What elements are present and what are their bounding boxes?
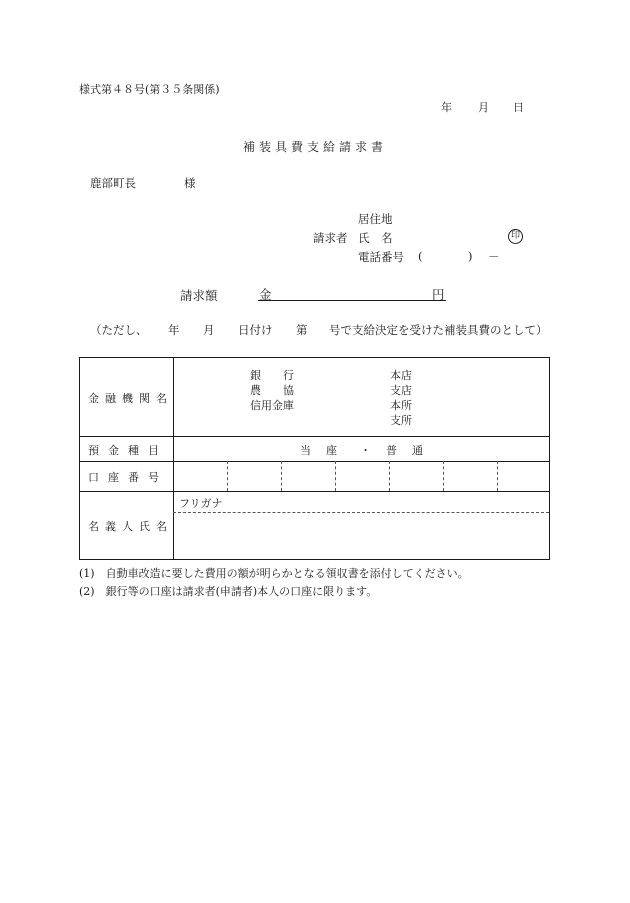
honorific: 様 bbox=[184, 176, 196, 190]
deposit-type-separator: ・ bbox=[360, 444, 371, 457]
amount-unit: 円 bbox=[432, 287, 445, 302]
footnote-1: (1) 自動車改造に要した費用の額が明らかとなる領収書を添付してください。 bbox=[79, 567, 469, 580]
note-dai: 第 bbox=[296, 323, 308, 337]
table-divider bbox=[80, 461, 549, 462]
table-column-divider bbox=[173, 358, 174, 559]
footnote-2: (2) 銀行等の口座は請求者(申請者)本人の口座に限ります。 bbox=[79, 585, 378, 598]
note-rest: 号で支給決定を受けた補装具費のとして） bbox=[329, 323, 548, 337]
seal-mark: 印 bbox=[508, 229, 523, 244]
furigana-label: フリガナ bbox=[179, 497, 223, 510]
table-divider bbox=[80, 491, 549, 492]
account-holder-label: 名義人氏名 bbox=[88, 520, 173, 533]
branch-type-main-store: 本店 bbox=[390, 369, 412, 382]
branch-type-branch: 支店 bbox=[390, 384, 412, 397]
deposit-type-ordinary[interactable]: 普 通 bbox=[386, 444, 425, 457]
digit-divider bbox=[443, 461, 444, 491]
deposit-type-label: 預金種目 bbox=[88, 444, 168, 457]
applicant-address-label: 居住地 bbox=[358, 212, 393, 226]
date-day: 日 bbox=[513, 101, 524, 114]
addressee: 鹿部町長 bbox=[90, 176, 136, 190]
digit-divider bbox=[389, 461, 390, 491]
applicant-name-label: 氏 名 bbox=[358, 231, 393, 245]
furigana-divider bbox=[173, 512, 549, 513]
digit-divider bbox=[497, 461, 498, 491]
phone-paren-open: ( bbox=[418, 249, 423, 263]
amount-underline bbox=[258, 300, 446, 301]
bank-info-table bbox=[79, 357, 550, 560]
account-number-label: 口座番号 bbox=[88, 471, 168, 484]
date-year: 年 bbox=[441, 101, 452, 114]
note-prefix: （ただし、 bbox=[90, 323, 148, 337]
digit-divider bbox=[335, 461, 336, 491]
institution-type-agri: 農 協 bbox=[250, 384, 294, 397]
institution-type-credit: 信用金庫 bbox=[250, 399, 294, 412]
digit-divider bbox=[227, 461, 228, 491]
branch-type-main-office: 本所 bbox=[390, 399, 412, 412]
deposit-type-current[interactable]: 当 座 bbox=[300, 444, 339, 457]
form-number: 様式第４８号(第３５条関係) bbox=[79, 83, 220, 96]
date-month: 月 bbox=[478, 101, 489, 114]
note-year: 年 bbox=[168, 323, 180, 337]
note-day: 日付け bbox=[238, 323, 273, 337]
institution-type-bank: 銀 行 bbox=[250, 369, 294, 382]
table-divider bbox=[80, 436, 549, 437]
amount-prefix: 金 bbox=[259, 287, 272, 302]
branch-type-sub-office: 支所 bbox=[390, 414, 412, 427]
institution-name-label: 金融機関名 bbox=[88, 392, 173, 405]
document-title: 補装具費支給請求書 bbox=[242, 140, 387, 154]
phone-dash: － bbox=[488, 250, 500, 264]
note-month: 月 bbox=[203, 323, 215, 337]
amount-label: 請求額 bbox=[180, 288, 218, 303]
digit-divider bbox=[281, 461, 282, 491]
phone-paren-close: ) bbox=[468, 249, 473, 263]
applicant-label: 請求者 bbox=[313, 231, 348, 245]
phone-label: 電話番号 bbox=[358, 250, 404, 264]
